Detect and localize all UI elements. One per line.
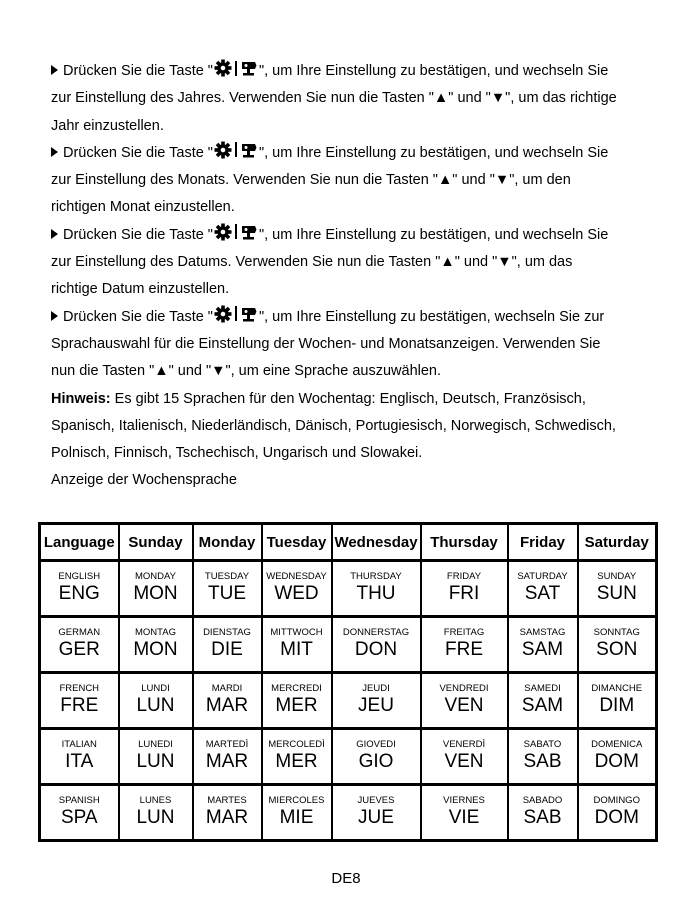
table-row-abbr: GER MON DIE MIT DON FRE SAM SON — [40, 639, 657, 673]
header-sunday: Sunday — [119, 524, 193, 561]
gear-icon — [214, 141, 232, 159]
gear-icon — [214, 59, 232, 77]
set-button-icons — [214, 305, 258, 323]
instruction-text: Drücken Sie die Taste " ", um Ihre Einstellung zu bestätigen, und wechseln Sie zur Einstellung des Jahres. Verwenden Sie nun die Tasten "▲" und "▼", um das richtige Jahr einzustellen. Drücken Sie die Taste " ", um Ihre Einstellung zu bestätigen, und wechseln Sie zur Einstellung des Monats. Verwenden Sie nun die Tasten "▲" und "▼", um den richtigen Monat einzustellen. Drücken Sie die Taste " ", um Ihre Einstellung zu bestätigen, und wechseln Sie zur Einstellung des Datums. Verwenden Sie nun die Tasten "▲" und "▼", um das richtige Datum einzustellen. Drücken Sie die Taste " ", um Ihre Einstellung zu bestätigen, wechseln Sie zur Sprachauswahl für die Einstellung der Wochen- und Monatsanzeigen. Verwenden Sie nun die Tasten "▲" und "▼", um eine Sprache auszuwählen. Hinweis: Es gibt 15 Sprachen für den Wochentag: Englisch, Deutsch, Französisch, Spanisch, Italienisch, Niederländisch, Dänisch, Portugiesisch, Norwegisch, Schwedisch, Polnisch, Finnisch, Tschechisch, Ungarisch und Slowakei. Anzeige der Wochensprache — [51, 58, 651, 495]
instruction-line: Drücken Sie die Taste " ", um Ihre Einstellung zu bestätigen, und wechseln Sie — [51, 140, 651, 167]
note-line: Hinweis: Es gibt 15 Sprachen für den Wochentag: Englisch, Deutsch, Französisch, — [51, 390, 586, 407]
set-button-icons — [214, 141, 258, 159]
table-row-full: FRENCH LUNDI MARDI MERCREDI JEUDI VENDREDI SAMEDI DIMANCHE — [40, 673, 657, 696]
table-row-abbr: ENG MON TUE WED THU FRI SAT SUN — [40, 583, 657, 617]
table-row-full: SPANISH LUNES MARTES MIERCOLES JUEVES VIERNES SABADO DOMINGO — [40, 785, 657, 808]
camera-icon — [240, 223, 258, 241]
set-button-icons — [214, 59, 258, 77]
separator-bar — [235, 142, 237, 157]
table-row-abbr: SPA LUN MAR MIE JUE VIE SAB DOM — [40, 807, 657, 841]
table-row-full: GERMAN MONTAG DIENSTAG MITTWOCH DONNERSTAG FREITAG SAMSTAG SONNTAG — [40, 617, 657, 640]
bullet-triangle-icon — [51, 147, 58, 157]
header-saturday: Saturday — [578, 524, 657, 561]
note-label: Hinweis: — [51, 390, 111, 407]
instruction-line: Drücken Sie die Taste " ", um Ihre Einstellung zu bestätigen, wechseln Sie zur — [51, 304, 651, 331]
table-row-full: ENGLISH MONDAY TUESDAY WEDNESDAY THURSDAY FRIDAY SATURDAY SUNDAY — [40, 561, 657, 584]
header-monday: Monday — [193, 524, 262, 561]
page-number: DE8 — [331, 870, 361, 887]
bullet-triangle-icon — [51, 65, 58, 75]
instruction-line: Drücken Sie die Taste " ", um Ihre Einstellung zu bestätigen, und wechseln Sie — [51, 58, 651, 85]
header-friday: Friday — [508, 524, 578, 561]
separator-bar — [235, 306, 237, 321]
gear-icon — [214, 305, 232, 323]
separator-bar — [235, 61, 237, 76]
table-row-abbr: FRE LUN MAR MER JEU VEN SAM DIM — [40, 695, 657, 729]
instruction-line: Drücken Sie die Taste " ", um Ihre Einstellung zu bestätigen, und wechseln Sie — [51, 222, 651, 249]
gear-icon — [214, 223, 232, 241]
table-header-row — [40, 524, 657, 561]
header-thursday: Thursday — [421, 524, 508, 561]
header-language: Language — [40, 524, 119, 561]
header-tuesday: Tuesday — [262, 524, 332, 561]
header-wednesday: Wednesday — [332, 524, 421, 561]
camera-icon — [240, 141, 258, 159]
weekday-language-table — [38, 522, 658, 842]
table-caption: Anzeige der Wochensprache — [51, 472, 237, 489]
bullet-triangle-icon — [51, 229, 58, 239]
camera-icon — [240, 305, 258, 323]
set-button-icons — [214, 223, 258, 241]
table-row-full: ITALIAN LUNEDI MARTEDÌ MERCOLEDÌ GIOVEDI VENERDÌ SABATO DOMENICA — [40, 729, 657, 752]
camera-icon — [240, 59, 258, 77]
table-row-abbr: ITA LUN MAR MER GIO VEN SAB DOM — [40, 751, 657, 785]
separator-bar — [235, 224, 237, 239]
bullet-triangle-icon — [51, 311, 58, 321]
